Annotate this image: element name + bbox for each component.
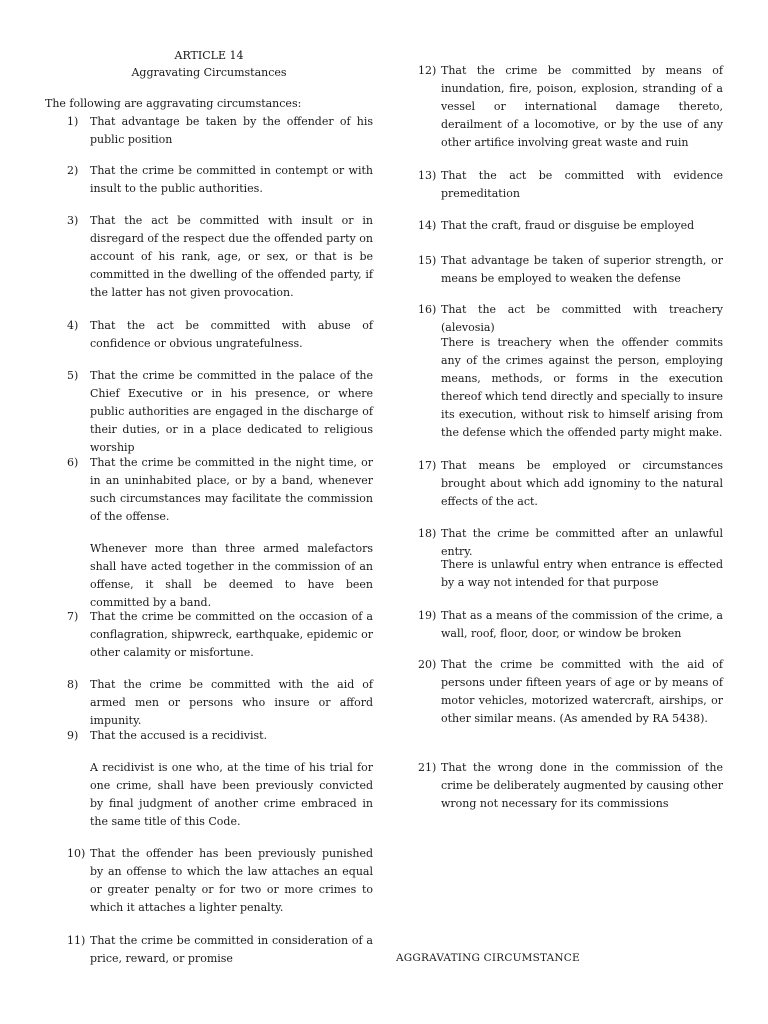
item-number: 8): [67, 678, 79, 691]
list-item: [45, 932, 373, 968]
item-text: That the craft, fraud or disguise be employed: [441, 219, 695, 232]
list-item: [45, 113, 373, 149]
list-item: [418, 252, 723, 288]
item-number: 9): [67, 729, 79, 742]
list-item: [418, 457, 723, 511]
list-item: [45, 676, 373, 730]
list-item: [45, 367, 373, 457]
item-text: That the wrong done in the commission of the crime be deliberately augmented by causing other wrong not necessary for its commissions: [441, 761, 723, 810]
list-item: [45, 727, 373, 745]
list-item: [45, 845, 373, 917]
item-number: 2): [67, 164, 79, 177]
item-note: There is treachery when the offender commits any of the crimes against the person, employing means, methods, or forms in the execution thereof which tend directly and specially to insure its execution, without risk to himself arising from the defense which the offended party might make.: [441, 336, 723, 439]
item-number: 19): [418, 609, 437, 622]
item-note: There is unlawful entry when entrance is effected by a way not intended for that purpose: [441, 558, 723, 589]
list-item: [418, 607, 723, 643]
item-number: 16): [418, 303, 437, 316]
item-note: Whenever more than three armed malefactors shall have acted together in the commission of an offense, it shall be deemed to have been committed by a band.: [90, 542, 373, 609]
item-text: That the accused is a recidivist.: [90, 729, 268, 742]
list-item: [45, 317, 373, 353]
list-item: [418, 167, 723, 203]
list-item: [418, 217, 723, 235]
item-number: 11): [67, 934, 86, 947]
item-number: 12): [418, 64, 437, 77]
item-text: That means be employed or circumstances brought about which add ignominy to the natural effects of the act.: [441, 459, 723, 508]
item-text: That as a means of the commission of the crime, a wall, roof, floor, door, or window be broken: [441, 609, 723, 640]
page-footer: AGGRAVATING CIRCUMSTANCE: [396, 952, 580, 964]
item-number: 13): [418, 169, 437, 182]
list-item: [45, 454, 373, 526]
item-number: 7): [67, 610, 79, 623]
item-number: 3): [67, 214, 79, 227]
item-number: 18): [418, 527, 437, 540]
intro-text: The following are aggravating circumstances:: [45, 97, 302, 110]
item-number: 15): [418, 254, 437, 267]
item-text: That the crime be committed with the aid of armed men or persons who insure or afford impunity.: [90, 678, 373, 727]
article-title: ARTICLE 14: [174, 49, 244, 62]
item-number: 10): [67, 847, 86, 860]
item-text: That the act be committed with treachery (alevosia): [441, 303, 723, 334]
item-note: A recidivist is one who, at the time of his trial for one crime, shall have been previously convicted by final judgment of another crime embraced in the same title of this Code.: [90, 761, 373, 828]
item-number: 1): [67, 115, 79, 128]
article-subtitle: Aggravating Circumstances: [131, 66, 287, 79]
item-number: 5): [67, 369, 79, 382]
list-item: [418, 62, 723, 152]
item-text: That the crime be committed in consideration of a price, reward, or promise: [90, 934, 373, 965]
item-text: That the crime be committed on the occasion of a conflagration, shipwreck, earthquake, epidemic or other calamity or misfortune.: [90, 610, 373, 659]
item-text: That the crime be committed in the night time, or in an uninhabited place, or by a band, whenever such circumstances may facilitate the commission of the offense.: [90, 456, 373, 523]
list-item: [45, 162, 373, 198]
list-item: [45, 608, 373, 662]
list-item: [418, 759, 723, 813]
item-text: That the crime be committed with the aid of persons under fifteen years of age or by means of motor vehicles, motorized watercraft, airships, or other similar means. (As amended by RA 5438).: [441, 658, 723, 725]
item-number: 4): [67, 319, 79, 332]
item-number: 17): [418, 459, 437, 472]
item-number: 20): [418, 658, 437, 671]
item-text: That the crime be committed in contempt or with insult to the public authorities.: [90, 164, 373, 195]
item-number: 14): [418, 219, 437, 232]
item-text: That the crime be committed after an unlawful entry.: [441, 527, 723, 558]
item-number: 21): [418, 761, 437, 774]
item-text: That advantage be taken of superior strength, or means be employed to weaken the defense: [441, 254, 723, 285]
item-text: That the crime be committed in the palace of the Chief Executive or in his presence, or where public authorities are engaged in the discharge of their duties, or in a place dedicated to religious worship: [90, 369, 373, 454]
item-text: That the act be committed with evidence premeditation: [441, 169, 723, 200]
item-text: That the crime be committed by means of inundation, fire, poison, explosion, stranding of a vessel or international damage thereto, derailment of a locomotive, or by the use of any other artifice involving great waste and ruin: [441, 64, 723, 149]
item-number: 6): [67, 456, 79, 469]
list-item: [418, 656, 723, 728]
list-item: [45, 212, 373, 302]
item-text: That the act be committed with abuse of confidence or obvious ungratefulness.: [90, 319, 373, 350]
item-text: That advantage be taken by the offender of his public position: [90, 115, 373, 146]
item-text: That the act be committed with insult or in disregard of the respect due the offended party on account of his rank, age, or sex, or that is be committed in the dwelling of the offended party, if the latter has not given provocation.: [90, 214, 373, 299]
list-item: [418, 301, 723, 337]
item-text: That the offender has been previously punished by an offense to which the law attaches an equal or greater penalty or for two or more crimes to which it attaches a lighter penalty.: [90, 847, 373, 914]
